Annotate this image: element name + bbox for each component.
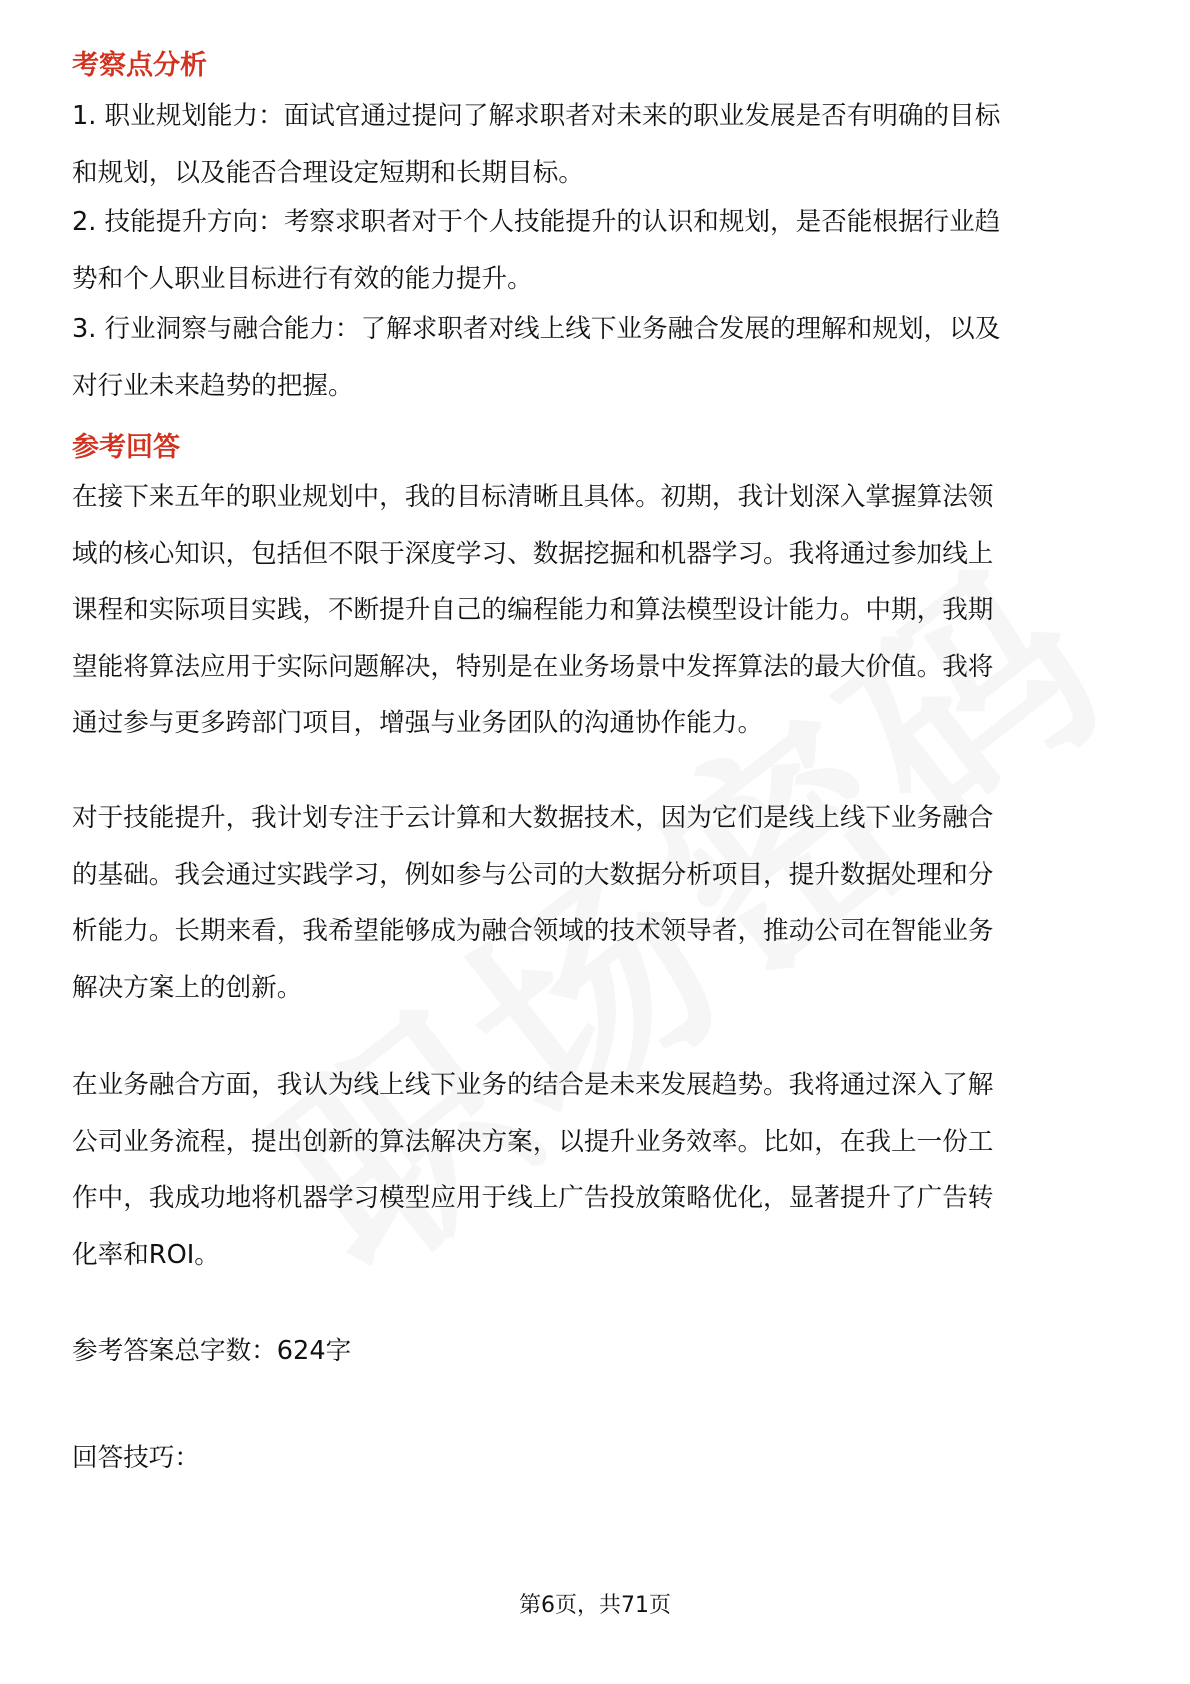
analysis-item-3 [72,301,1118,414]
analysis-item-3-line-1: 3. 行业洞察与融合能力：了解求职者对线上线下业务融合发展的理解和规划，以及 [72,314,1001,344]
reference-paragraph-3-line-1: 在业务融合方面，我认为线上线下业务的结合是未来发展趋势。我将通过深入了解 [72,1070,994,1100]
reference-paragraph-1-line-3: 课程和实际项目实践，不断提升自己的编程能力和算法模型设计能力。中期，我期 [72,595,994,625]
reference-paragraph-1-line-5: 通过参与更多跨部门项目，增强与业务团队的沟通协作能力。 [72,708,764,738]
reference-paragraph-1-line-2: 域的核心知识，包括但不限于深度学习、数据挖掘和机器学习。我将通过参加线上 [72,538,994,569]
reference-heading: 参考回答 [72,432,180,463]
analysis-item-1-line-2: 和规划，以及能否合理设定短期和长期目标。 [72,157,584,188]
reference-paragraph-2-line-4: 解决方案上的创新。 [72,972,303,1003]
answer-tips [72,1430,1118,1487]
reference-paragraph-2-line-3: 析能力。长期来看，我希望能够成为融合领域的技术领导者，推动公司在智能业务 [72,916,994,946]
analysis-item-1 [72,88,1118,201]
reference-paragraph-3-line-4: 化率和ROI。 [72,1239,220,1270]
reference-paragraph-2 [72,790,1118,1016]
word-count [72,1323,1118,1380]
analysis-item-3-line-2: 对行业未来趋势的把握。 [72,370,354,401]
reference-paragraph-1 [72,469,1118,752]
reference-paragraph-3 [72,1057,1118,1283]
word-count-text: 参考答案总字数：624字 [72,1336,352,1366]
analysis-item-2-line-1: 2. 技能提升方向：考察求职者对于个人技能提升的认识和规划，是否能根据行业趋 [72,207,1001,237]
reference-paragraph-3-line-3: 作中，我成功地将机器学习模型应用于线上广告投放策略优化，显著提升了广告转 [72,1183,994,1213]
page-number: 第6页，共71页 [519,1593,671,1618]
reference-paragraph-1-line-1: 在接下来五年的职业规划中，我的目标清晰且具体。初期，我计划深入掌握算法领 [72,482,994,512]
answer-tips-label: 回答技巧： [72,1443,200,1473]
reference-paragraph-3-line-2: 公司业务流程，提出创新的算法解决方案，以提升业务效率。比如，在我上一份工 [72,1126,994,1157]
reference-paragraph-2-line-1: 对于技能提升，我计划专注于云计算和大数据技术，因为它们是线上线下业务融合 [72,803,994,833]
reference-paragraph-1-line-4: 望能将算法应用于实际问题解决，特别是在业务场景中发挥算法的最大价值。我将 [72,651,994,682]
analysis-item-1-line-1: 1. 职业规划能力：面试官通过提问了解求职者对未来的职业发展是否有明确的目标 [72,101,1001,131]
analysis-item-2 [72,194,1118,307]
analysis-heading: 考察点分析 [72,50,207,81]
reference-paragraph-2-line-2: 的基础。我会通过实践学习，例如参与公司的大数据分析项目，提升数据处理和分 [72,859,994,890]
analysis-item-2-line-2: 势和个人职业目标进行有效的能力提升。 [72,263,533,294]
